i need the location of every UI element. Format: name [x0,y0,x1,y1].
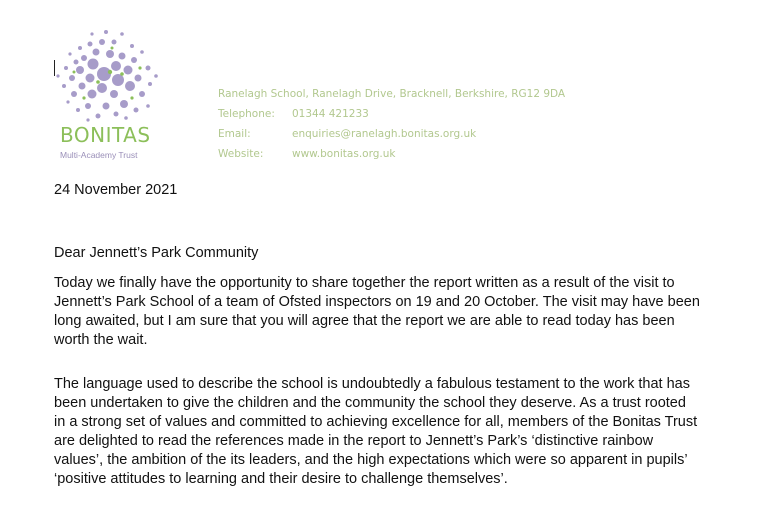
paragraph-2 [54,375,754,489]
letter-date: 24 November 2021 [54,182,178,198]
telephone-label: Telephone: [218,108,275,120]
letter-salutation: Dear Jennett’s Park Community [54,245,259,261]
brand-subtitle: Multi-Academy Trust [60,150,138,160]
paragraph-line: are delighted to read the references made in the report to Jennett’s Park’s ‘distinctive rainbow [54,433,654,449]
paragraph-line: values’, the ambition of the its leaders, and the high expectations which were so apparent in pupils’ [54,452,688,468]
website-value[interactable]: www.bonitas.org.uk [292,148,396,160]
address-text: Ranelagh School, Ranelagh Drive, Bracknell, Berkshire, RG12 9DA [218,88,566,100]
telephone-row [218,104,565,124]
email-value[interactable]: enquiries@ranelagh.bonitas.org.uk [292,128,477,140]
bonitas-logo-mark [52,22,172,124]
telephone-value: 01344 421233 [292,108,369,120]
paragraph-line: long awaited, but I am sure that you will agree that the report we are able to read today has been [54,313,675,329]
letterhead-contact-block [218,84,565,164]
paragraph-line: The language used to describe the school is undoubtedly a fabulous testament to the work that has [54,376,690,392]
paragraph-line: ‘positive attitudes to learning and their desire to challenge themselves’. [54,471,508,487]
email-label: Email: [218,128,251,140]
paragraph-line: Jennett’s Park School of a team of Ofsted inspectors on 19 and 20 October. The visit may have been [54,294,700,310]
paragraph-line: worth the wait. [54,332,148,348]
address-line [218,84,565,104]
brand-name: BONITAS [60,123,151,147]
email-row [218,124,565,144]
paragraph-line: Today we finally have the opportunity to share together the report written as a result of the visit to [54,275,675,291]
paragraph-1 [54,274,754,350]
paragraph-line: in a strong set of values and committed to achieving excellence for all, members of the Bonitas Trust [54,414,698,430]
paragraph-line: been undertaken to give the children and the community the school they deserve. As a trust rooted [54,395,686,411]
website-label: Website: [218,148,264,160]
website-row [218,144,565,164]
